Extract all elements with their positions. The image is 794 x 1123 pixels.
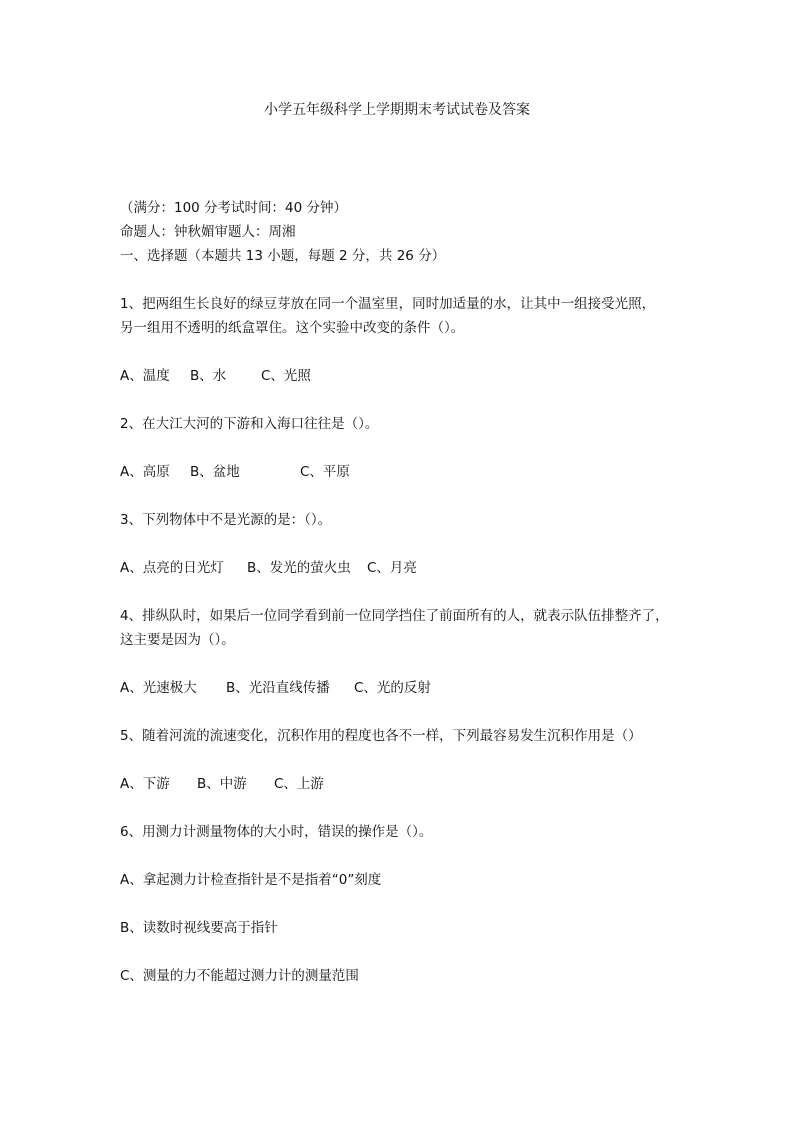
document-title: 小学五年级科学上学期期末考试试卷及答案 (264, 102, 530, 118)
question-1-option-c: C、光照 (261, 368, 311, 384)
question-3-options (120, 558, 417, 578)
question-6-line-1: 6、用测力计测量物体的大小时，错误的操作是（）。 (120, 824, 433, 840)
exam-info-line: （满分：100 分考试时间：40 分钟） (120, 200, 348, 216)
question-1-option-b: B、水 (190, 368, 227, 384)
question-1-line-1: 1、把两组生长良好的绿豆芽放在同一个温室里，同时加适量的水，让其中一组接受光照， (120, 296, 656, 312)
question-6-option-c: C、测量的力不能超过测力计的测量范围 (120, 968, 359, 984)
question-3-line-1: 3、下列物体中不是光源的是：（）。 (120, 512, 332, 528)
question-5-options (120, 774, 324, 794)
question-3-option-b: B、发光的萤火虫 (247, 560, 351, 576)
question-5-option-a: A、下游 (120, 776, 170, 792)
question-2-option-b: B、盆地 (190, 464, 240, 480)
question-2-option-c: C、平原 (300, 464, 350, 480)
exam-author-line: 命题人：钟秋媚审题人：周湘 (120, 224, 296, 240)
question-4-option-a: A、光速极大 (120, 680, 197, 696)
question-2-option-a: A、高原 (120, 464, 170, 480)
question-4-option-b: B、光沿直线传播 (226, 680, 330, 696)
question-2-line-1: 2、在大江大河的下游和入海口往往是（）。 (120, 416, 379, 432)
question-4-options (120, 678, 431, 698)
question-6-option-a: A、拿起测力计检查指针是不是指着“0”刻度 (120, 872, 382, 888)
question-3-option-a: A、点亮的日光灯 (120, 560, 224, 576)
question-5-option-c: C、上游 (274, 776, 324, 792)
question-4-line-2: 这主要是因为（）。 (120, 632, 235, 648)
question-2-options (120, 462, 350, 482)
question-4-option-c: C、光的反射 (354, 680, 431, 696)
question-1-option-a: A、温度 (120, 368, 170, 384)
question-4-line-1: 4、排纵队时，如果后一位同学看到前一位同学挡住了前面所有的人，就表示队伍排整齐了， (120, 608, 669, 624)
section-heading: 一、选择题（本题共 13 小题，每题 2 分，共 26 分） (120, 248, 446, 264)
question-5-line-1: 5、随着河流的流速变化，沉积作用的程度也各不一样，下列最容易发生沉积作用是（） (120, 728, 642, 744)
question-1-line-2: 另一组用不透明的纸盒罩住。这个实验中改变的条件（）。 (120, 320, 465, 336)
question-6-option-b: B、读数时视线要高于指针 (120, 920, 278, 936)
question-5-option-b: B、中游 (197, 776, 247, 792)
question-1-options (120, 366, 311, 386)
question-3-option-c: C、月亮 (367, 560, 417, 576)
